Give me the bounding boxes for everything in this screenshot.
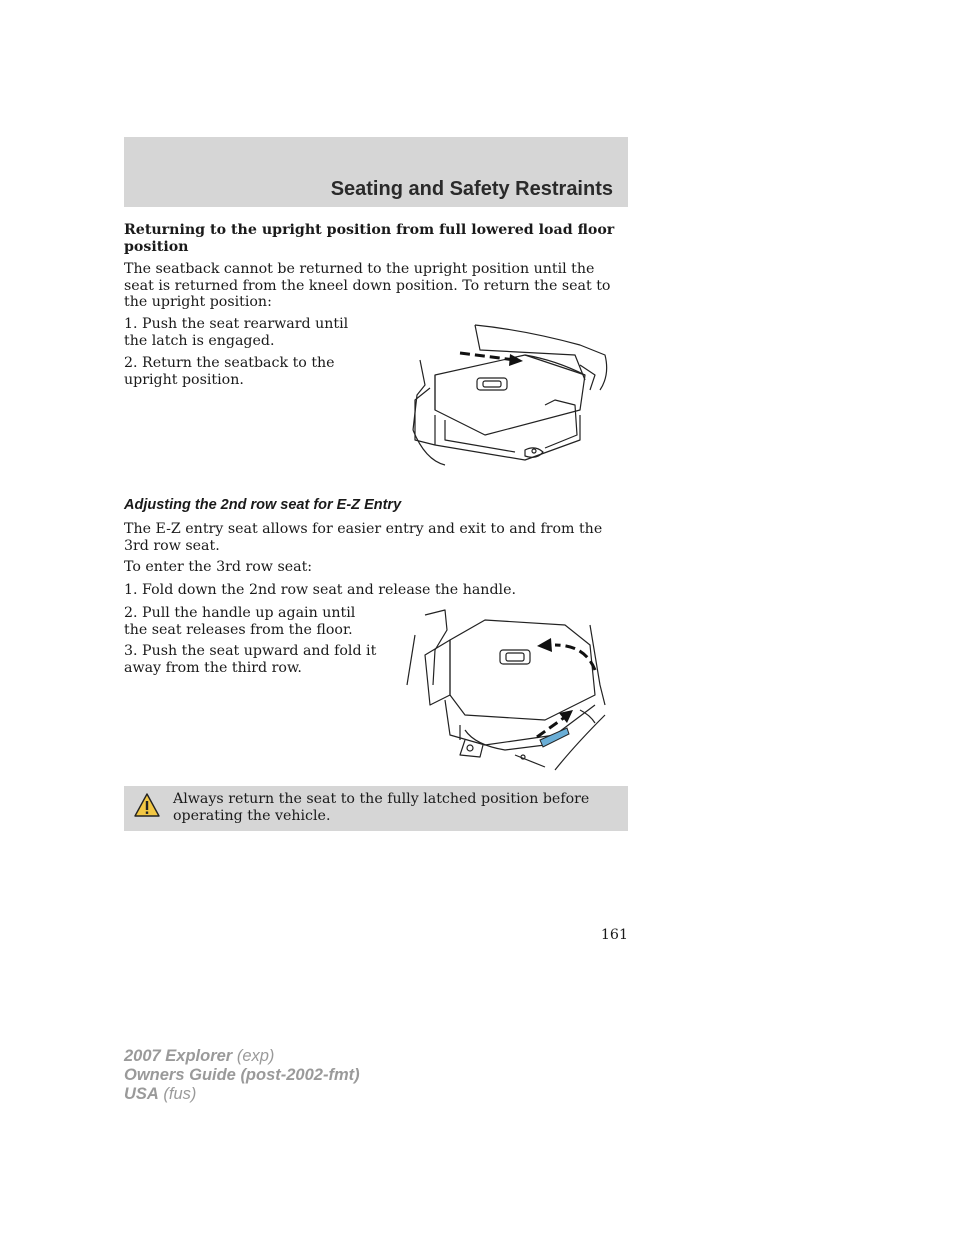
warning-triangle-icon: [134, 792, 160, 818]
document-footer: [124, 1047, 360, 1104]
footer-market: USA: [124, 1085, 159, 1103]
section1-step-1: 1. Push the seat rearward until the latch is engaged.: [124, 316, 349, 349]
page-number: 161: [600, 927, 628, 943]
section2-step-1: 1. Fold down the 2nd row seat and release the handle.: [124, 582, 516, 598]
section-header-band: [124, 137, 628, 207]
warning-box: [124, 786, 628, 831]
section2-heading: Adjusting the 2nd row seat for E-Z Entry: [124, 497, 402, 513]
section2-step-3: 3. Push the seat upward and fold it away from the third row.: [124, 643, 377, 676]
footer-guide: Owners Guide (post-2002-fmt): [124, 1066, 360, 1084]
footer-model-code: (exp): [232, 1047, 275, 1065]
section1-step-2: 2. Return the seatback to the upright position.: [124, 355, 335, 388]
section2-intro: The E-Z entry seat allows for easier entry and exit to and from the 3rd row seat.: [124, 521, 603, 554]
footer-market-code: (fus): [158, 1085, 197, 1103]
section1-intro: The seatback cannot be returned to the upright position until the seat is returned from the kneel down position. To return the seat to the upright position:: [124, 261, 611, 310]
ez-entry-illustration: [405, 605, 610, 770]
section2-lead: To enter the 3rd row seat:: [124, 559, 313, 575]
section-title: Seating and Safety Restraints: [330, 178, 613, 200]
seat-return-illustration: [405, 320, 615, 470]
footer-model: 2007 Explorer: [124, 1047, 233, 1065]
section2-step-2: 2. Pull the handle up again until the seat releases from the floor.: [124, 605, 356, 638]
section1-heading: Returning to the upright position from full lowered load floor position: [124, 222, 615, 255]
warning-text: Always return the seat to the fully latched position before operating the vehicle.: [173, 791, 590, 824]
